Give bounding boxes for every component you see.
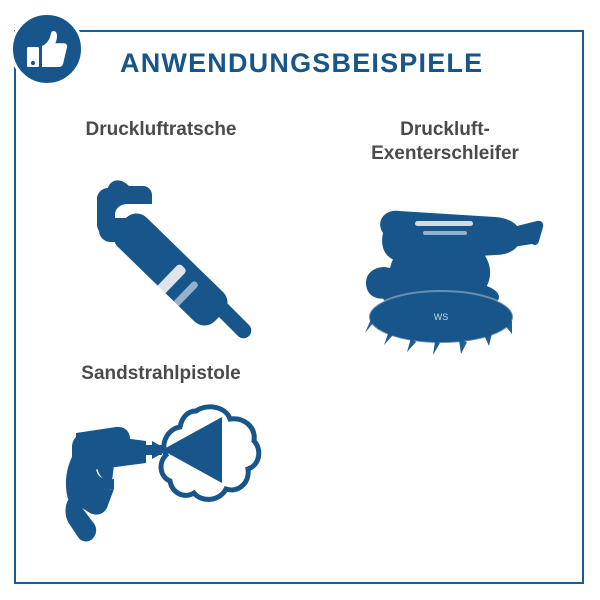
thumbs-up-icon <box>24 26 70 72</box>
thumbs-up-badge <box>10 12 84 86</box>
air-random-orbital-sander-icon <box>320 166 570 381</box>
item-label-line-2: Exenterschleifer <box>371 142 519 164</box>
example-item-ratchet <box>36 118 286 357</box>
item-label-line-1: Druckluft- <box>400 119 490 140</box>
sandblasting-gun-icon <box>36 386 286 576</box>
item-label: Druckluftratsche <box>85 119 237 140</box>
example-item-blaster <box>36 362 286 576</box>
item-label <box>320 118 570 166</box>
svg-text:WS: WS <box>433 311 449 322</box>
item-label: Sandstrahlpistole <box>81 363 241 384</box>
page-title: ANWENDUNGSBEISPIELE <box>120 48 484 78</box>
air-ratchet-wrench-icon <box>36 142 286 357</box>
example-item-sander <box>320 118 570 381</box>
